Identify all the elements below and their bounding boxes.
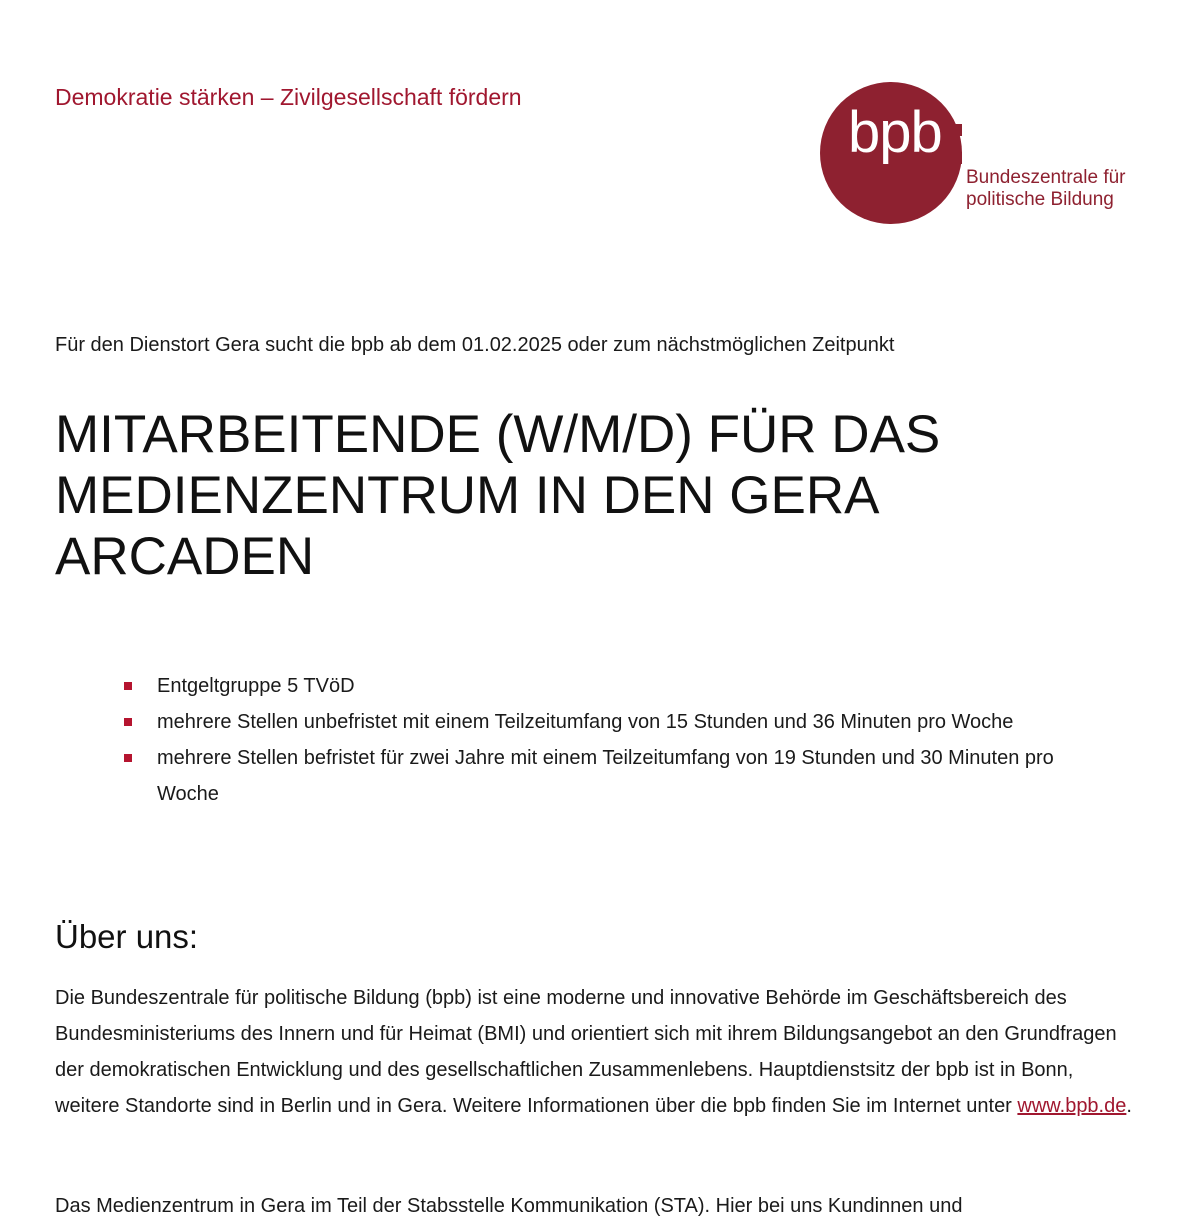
square-bullet-icon (124, 682, 132, 690)
tagline: Demokratie stärken – Zivilgesellschaft fördern (55, 84, 522, 110)
list-item (120, 740, 1120, 812)
intro-text: Für den Dienstort Gera sucht die bpb ab dem 01.02.2025 oder zum nächstmöglichen Zeitpunkt (55, 334, 895, 356)
logo-circle (820, 82, 962, 224)
logo-name-line1: Bundeszentrale für (966, 167, 1126, 188)
job-facts-list (120, 668, 1120, 812)
logo-wordmark (966, 167, 1126, 211)
about-paragraph (55, 980, 1135, 1124)
about-text: Die Bundeszentrale für politische Bildung (bpb) ist eine moderne und innovative Behörde im Geschäftsbereich des Bundesministeriums des Innern und für Heimat (BMI) und orientiert sich mit ihrem Bildungsangebot an den Grundfragen der demokratischen Entwicklung und des gesellschaftlichen Zusammenlebens. Hauptdienstsitz der bpb ist in Bonn, weitere Standorte sind in Berlin und in Gera. Weitere Informationen über die bpb finden Sie im Internet unter (55, 987, 1117, 1117)
logo-mark: bpb (848, 100, 942, 165)
list-item (120, 704, 1120, 740)
logo-colon-icon (950, 124, 964, 164)
logo-name-line2: politische Bildung (966, 189, 1114, 210)
fact-text: mehrere Stellen unbefristet mit einem Teilzeitumfang von 15 Stunden und 36 Minuten pro Woche (157, 711, 1014, 733)
bpb-logo (820, 82, 1160, 232)
square-bullet-icon (124, 754, 132, 762)
bpb-website-link[interactable]: www.bpb.de (1017, 1095, 1127, 1117)
fact-text: mehrere Stellen befristet für zwei Jahre mit einem Teilzeitumfang von 19 Stunden und 30 Minuten pro Woche (157, 747, 1054, 805)
next-paragraph: Das Medienzentrum in Gera im Teil der Stabsstelle Kommunikation (STA). Hier bei uns Kundinnen und (55, 1195, 963, 1217)
square-bullet-icon (124, 718, 132, 726)
job-title: MITARBEITENDE (W/M/D) FÜR DAS MEDIENZENTRUM IN DEN GERA ARCADEN (55, 405, 941, 586)
about-text-end: . (1126, 1095, 1132, 1117)
fact-text: Entgeltgruppe 5 TVöD (157, 675, 355, 697)
list-item (120, 668, 1120, 704)
about-heading: Über uns: (55, 918, 199, 955)
